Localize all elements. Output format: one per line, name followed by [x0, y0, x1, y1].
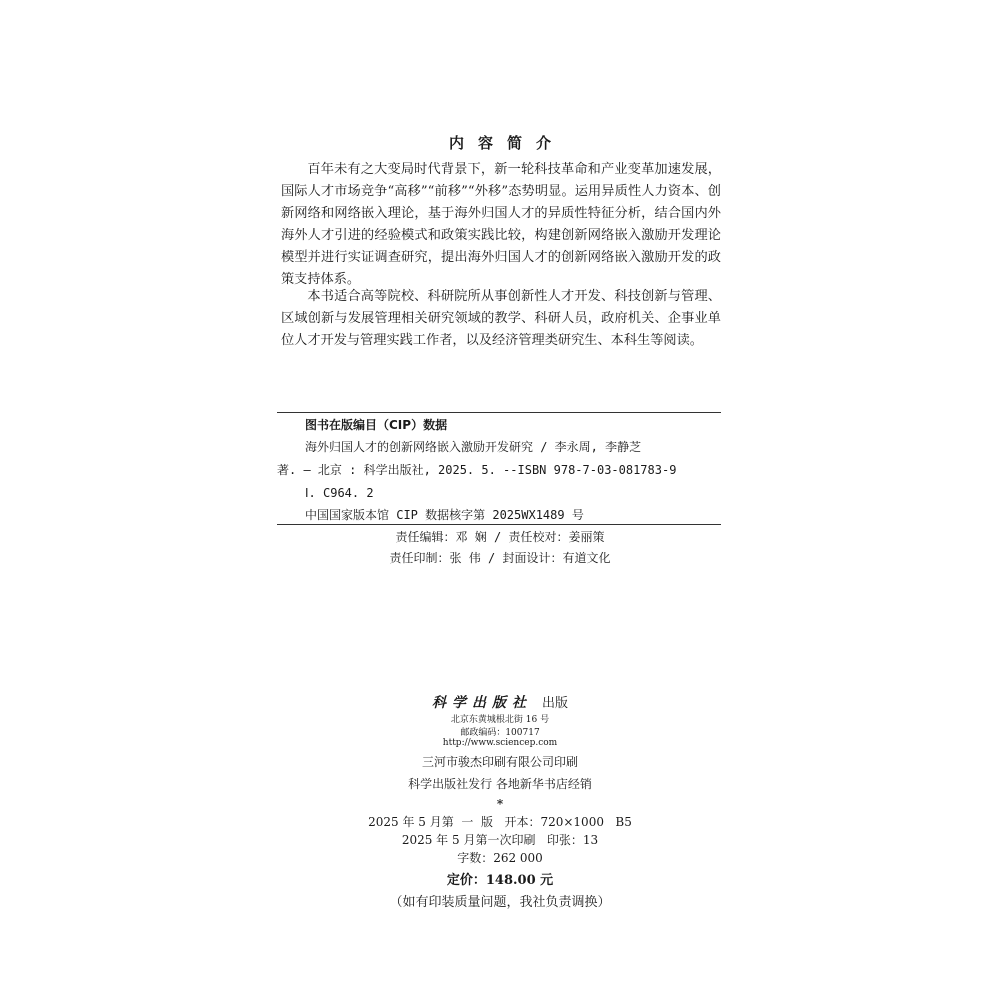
cip-line-2: 著. — 北京 : 科学出版社, 2025. 5. --ISBN 978-7-03-081783-9: [277, 463, 677, 477]
cip-heading: 图书在版编目（CIP）数据: [305, 418, 448, 432]
synopsis-paragraph-1: 百年未有之大变局时代背景下，新一轮科技革命和产业变革加速发展，国际人才市场竞争“高移”“前移”“外移”态势明显。运用异质性人力资本、创新网络和网络嵌入理论，基于海外归国人才的异质性特征分析，结合国内外海外人才引进的经验模式和政策实践比较，构建创新网络嵌入激励开发理论模型并进行实证调查研究，提出海外归国人才的创新网络嵌入激励开发的政策支持体系。: [281, 162, 721, 287]
edition-line-2: 2025 年 5 月第一次印刷 印张：13: [401, 833, 599, 847]
publisher-address: 北京东黄城根北街 16 号: [450, 715, 550, 725]
publisher-url: http://www.sciencep.com: [442, 738, 558, 748]
cip-line-3: Ⅰ. C964. 2: [305, 486, 374, 500]
cip-line-1: 海外归国人才的创新网络嵌入激励开发研究 / 李永周, 李静芝: [305, 440, 642, 454]
cip-bottom-rule: [277, 524, 721, 525]
price: 定价：148.00 元: [446, 873, 554, 888]
edition-line-1: 2025 年 5 月第 一 版 开本：720×1000 B5: [368, 815, 632, 829]
synopsis-title: 内容简介: [448, 134, 565, 152]
publisher-line: [0, 692, 1000, 712]
publish-label: 出版: [541, 696, 568, 711]
word-count: 字数：262 000: [457, 851, 543, 865]
cip-line-4: 中国国家版本馆 CIP 数据核字第 2025WX1489 号: [305, 508, 584, 522]
cip-top-rule: [277, 412, 721, 413]
quality-notice: （如有印装质量问题，我社负责调换）: [389, 895, 611, 910]
separator-asterisk: *: [496, 797, 504, 811]
printer-line: 三河市骏杰印刷有限公司印刷: [421, 755, 578, 769]
publisher-postcode: 邮政编码：100717: [460, 728, 540, 738]
distribution-line: 科学出版社发行 各地新华书店经销: [408, 777, 592, 791]
credits-line-2: 责任印制：张 伟 / 封面设计：有道文化: [389, 551, 611, 565]
credits-line-1: 责任编辑：邓 娴 / 责任校对：姜丽策: [395, 530, 605, 544]
publisher-logo: 科学出版社: [431, 695, 532, 711]
synopsis-paragraph-2: 本书适合高等院校、科研院所从事创新性人才开发、科技创新与管理、区域创新与发展管理相关研究领域的教学、科研人员，政府机关、企事业单位人才开发与管理实践工作者，以及经济管理类研究生、本科生等阅读。: [281, 289, 721, 348]
